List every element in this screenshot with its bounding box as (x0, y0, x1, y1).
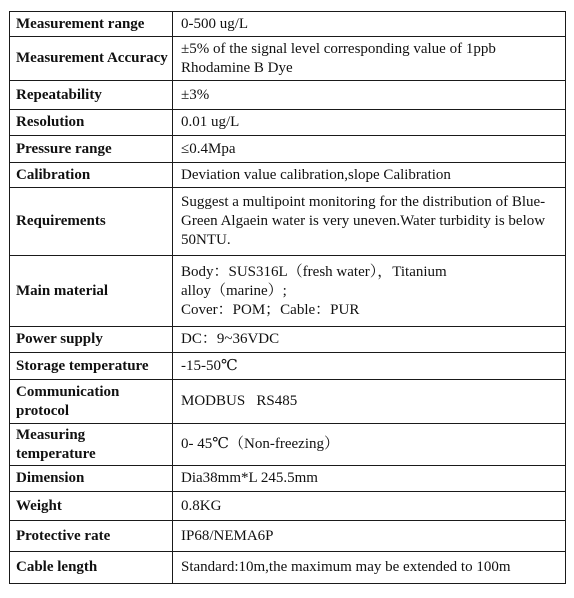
row-value: 0.01 ug/L (173, 110, 566, 136)
value-line: Body：SUS316L（fresh water），Titanium (181, 263, 447, 280)
row-label: Power supply (10, 327, 173, 353)
table-row (10, 37, 566, 81)
row-value: 0- 45℃（Non-freezing） (173, 424, 566, 466)
table-row (10, 163, 566, 188)
table-row (10, 521, 566, 552)
row-value: ±3% (173, 81, 566, 110)
table-row (10, 12, 566, 37)
table-row (10, 81, 566, 110)
row-label: Weight (10, 492, 173, 521)
row-value: MODBUS RS485 (173, 380, 566, 424)
row-value: DC：9~36VDC (173, 327, 566, 353)
table-row (10, 188, 566, 256)
row-label: Measuring temperature (10, 424, 173, 466)
row-label: Measurement Accuracy (10, 37, 173, 81)
row-label: Cable length (10, 552, 173, 584)
table-row (10, 136, 566, 163)
table-row (10, 552, 566, 584)
row-value: Suggest a multipoint monitoring for the distribution of Blue-Green Algaein water is very uneven.Water turbidity is below 50NTU. (173, 188, 566, 256)
row-value: ≤0.4Mpa (173, 136, 566, 163)
value-line: alloy（marine）; (181, 282, 287, 299)
row-value: 0.8KG (173, 492, 566, 521)
value-line: Cover：POM；Cable：PUR (181, 301, 360, 318)
row-label: Measurement range (10, 12, 173, 37)
row-label: Dimension (10, 466, 173, 492)
table-row (10, 353, 566, 380)
row-label: Repeatability (10, 81, 173, 110)
row-value: Dia38mm*L 245.5mm (173, 466, 566, 492)
row-label: Communication protocol (10, 380, 173, 424)
table-row (10, 256, 566, 327)
table-row (10, 492, 566, 521)
table-row (10, 380, 566, 424)
table-row (10, 110, 566, 136)
row-value: Standard:10m,the maximum may be extended to 100m (173, 552, 566, 584)
table-row (10, 424, 566, 466)
specifications-table (9, 11, 566, 584)
row-label: Storage temperature (10, 353, 173, 380)
row-label: Pressure range (10, 136, 173, 163)
table-row (10, 327, 566, 353)
row-value: 0-500 ug/L (173, 12, 566, 37)
row-value: -15-50℃ (173, 353, 566, 380)
row-value: IP68/NEMA6P (173, 521, 566, 552)
row-label: Resolution (10, 110, 173, 136)
table-row (10, 466, 566, 492)
row-label: Main material (10, 256, 173, 327)
row-label: Protective rate (10, 521, 173, 552)
row-label: Requirements (10, 188, 173, 256)
row-value: ±5% of the signal level corresponding value of 1ppb Rhodamine B Dye (173, 37, 566, 81)
row-value: Deviation value calibration,slope Calibration (173, 163, 566, 188)
row-label: Calibration (10, 163, 173, 188)
row-value (173, 256, 566, 327)
